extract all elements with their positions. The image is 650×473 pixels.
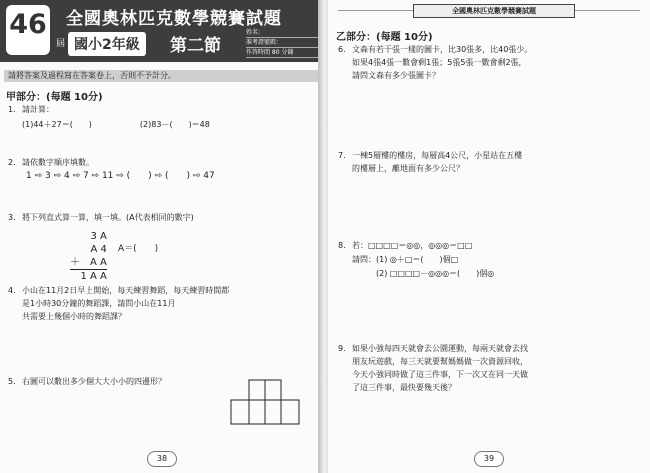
grade-label: 國小2年級 — [68, 32, 146, 56]
addition-line-2: A 4 — [90, 244, 107, 255]
question-8-part-2: (2) □□□□－◎◎◎＝( )個◎ — [352, 269, 495, 278]
part-b-heading: 乙部分：(每題 10分) — [336, 32, 433, 43]
page-number-left: 38 — [147, 451, 177, 467]
page-number-right: 39 — [474, 451, 504, 467]
addition-line-3: ＋ A A — [70, 257, 107, 268]
instruction-banner: 請將答案及過程寫在答案卷上，否則不予計分。 — [4, 70, 318, 82]
question-8: 8. 若：□□□□＝◎◎，◎◎◎＝□□ — [338, 241, 473, 250]
exam-title: 全國奧林匹克數學競賽試題 — [66, 9, 282, 29]
question-1-parts: (1)44＋27＝( ) (2)83－( )＝48 — [22, 120, 210, 129]
question-9-line-2: 朋友玩遊戲，每三天就要幫媽媽做一次資源回收， — [352, 357, 528, 366]
name-field: 姓名： — [246, 28, 318, 38]
question-9: 9. 如果小強每四天就會去公園運動，每兩天就會去找 — [338, 344, 528, 353]
addition-line-1: 3 A — [90, 231, 107, 242]
question-4: 4. 小山在11月2日早上開始，每天練習舞蹈，每天練習時間都 — [8, 286, 230, 295]
edition-suffix: 屆 — [56, 39, 66, 49]
exam-id-field: 准考證號碼： — [246, 38, 318, 48]
section-label: 第二節 — [170, 36, 221, 56]
part-a-heading: 甲部分：(每題 10分) — [6, 92, 103, 103]
left-header — [0, 0, 322, 62]
question-4-line-3: 共需要上幾個小時的舞蹈課？ — [22, 312, 126, 321]
question-6-line-3: 請問文森有多少張圖卡？ — [352, 71, 440, 80]
question-7: 7. 一棟5層樓的樓房，每層高4公尺，小星站在五樓 — [338, 151, 523, 160]
addition-problem — [70, 230, 107, 283]
addition-answer: A＝( ) — [118, 244, 159, 254]
question-1: 1. 請計算： — [8, 105, 54, 114]
right-header-title: 全國奧林匹克數學競賽試題 — [413, 4, 575, 18]
time-field: 作答時間 80 分鐘 — [246, 48, 318, 58]
question-2: 2. 請依數字順序填數。 — [8, 158, 94, 167]
question-9-line-4: 了這三件事，最快要幾天後？ — [352, 383, 456, 392]
student-info-form — [246, 28, 318, 58]
question-5: 5. 右圖可以數出多少個大大小小的四邊形？ — [8, 377, 166, 386]
addition-sum: 1 A A — [70, 269, 107, 283]
question-9-line-3: 今天小強同時做了這三件事，下一次又在同一天做 — [352, 370, 528, 379]
right-page — [328, 0, 650, 473]
question-6: 6. 文森有若干張一樣的圖卡，比30張多，比40張少。 — [338, 45, 533, 54]
question-2-sequence: 1 ⇨ 3 ⇨ 4 ⇨ 7 ⇨ 11 ⇨ ( ) ⇨ ( ) ⇨ 47 — [26, 171, 215, 181]
question-4-line-2: 是1小時30分鐘的舞蹈課，請問小山在11月 — [22, 299, 176, 308]
quadrilateral-figure — [230, 376, 300, 426]
edition-number: 46 — [6, 5, 50, 55]
question-7-line-2: 的樓層上，離地面有多少公尺？ — [352, 164, 464, 173]
left-page — [0, 0, 322, 473]
question-3: 3. 將下列直式算一算，填一填。(A代表相同的數字) — [8, 213, 194, 222]
question-8-part-1: 請問：(1) ◎＋□＝( )個□ — [352, 255, 459, 264]
question-6-line-2: 如果4張4張一數會剩1張；5張5張一數會剩2張， — [352, 58, 527, 67]
